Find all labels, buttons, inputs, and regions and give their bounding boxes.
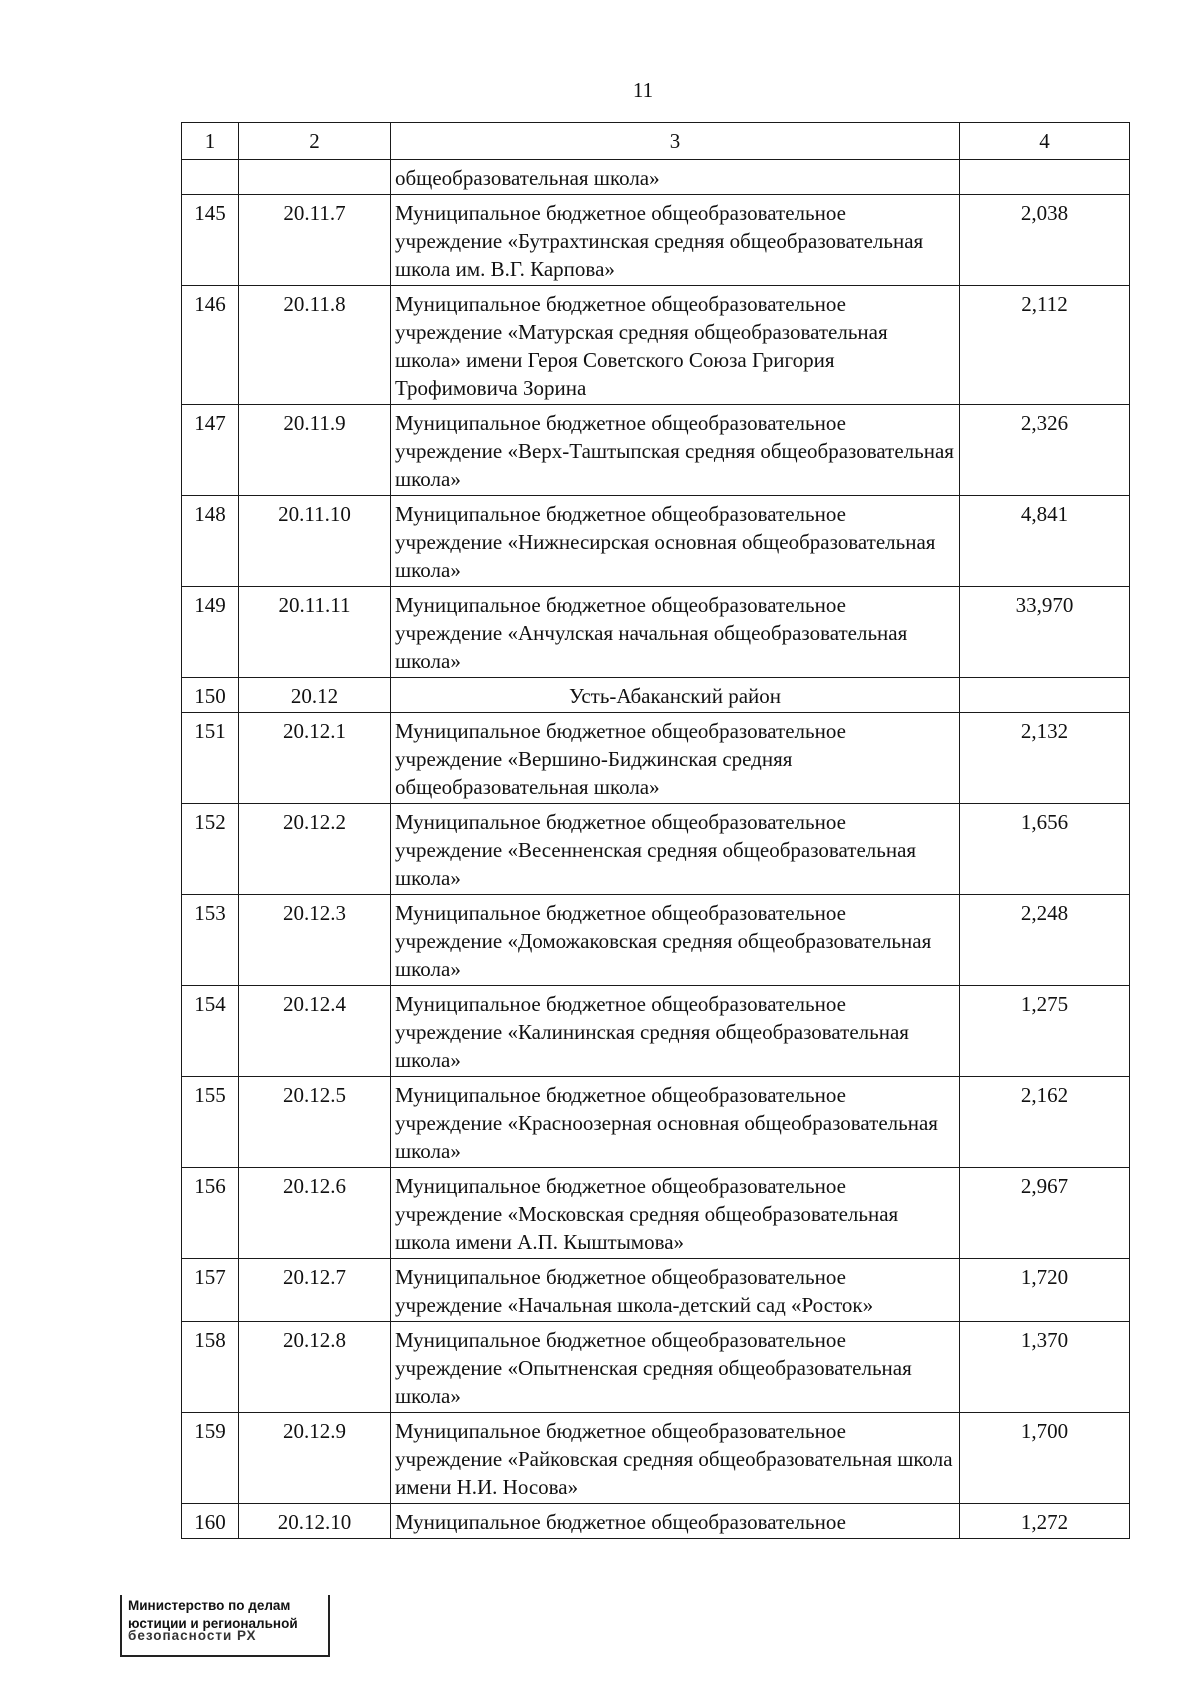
row-code-cell: 20.11.7 <box>239 195 391 286</box>
table-row <box>182 1322 1130 1413</box>
row-code-cell: 20.12.2 <box>239 804 391 895</box>
row-code-cell: 20.12 <box>239 678 391 713</box>
stamp-line-1: Министерство по делам <box>128 1598 291 1613</box>
row-value-cell: 4,841 <box>960 496 1130 587</box>
row-name-cell: Муниципальное бюджетное общеобразовательное <box>391 1504 960 1539</box>
row-code-cell: 20.12.8 <box>239 1322 391 1413</box>
stamp-line-2: юстиции и региональной <box>128 1616 298 1631</box>
stamp-line-3: безопасности РХ <box>128 1628 257 1643</box>
row-value-cell: 2,112 <box>960 286 1130 405</box>
row-number-cell: 147 <box>182 405 239 496</box>
row-number-cell: 152 <box>182 804 239 895</box>
table-row <box>182 1413 1130 1504</box>
row-name-cell: Муниципальное бюджетное общеобразовательное учреждение «Калининская средняя общеобразовательная школа» <box>391 986 960 1077</box>
row-number-cell: 154 <box>182 986 239 1077</box>
row-value-cell: 2,132 <box>960 713 1130 804</box>
row-code-cell: 20.12.9 <box>239 1413 391 1504</box>
table-header-row <box>182 123 1130 160</box>
row-number-cell: 153 <box>182 895 239 986</box>
row-number-cell: 158 <box>182 1322 239 1413</box>
row-value-cell: 2,038 <box>960 195 1130 286</box>
row-number-cell: 155 <box>182 1077 239 1168</box>
row-value-cell: 1,720 <box>960 1259 1130 1322</box>
table-row <box>182 713 1130 804</box>
row-value-cell: 2,326 <box>960 405 1130 496</box>
table-row-district <box>182 678 1130 713</box>
row-value-cell: 33,970 <box>960 587 1130 678</box>
header-col-3: 3 <box>391 123 960 160</box>
row-value-cell: 2,967 <box>960 1168 1130 1259</box>
row-name-cell: Муниципальное бюджетное общеобразовательное учреждение «Начальная школа-детский сад «Росток» <box>391 1259 960 1322</box>
table-row <box>182 804 1130 895</box>
row-number-cell: 145 <box>182 195 239 286</box>
table-row <box>182 1504 1130 1539</box>
row-code-cell: 20.12.4 <box>239 986 391 1077</box>
row-number-cell: 148 <box>182 496 239 587</box>
row-number-cell: 150 <box>182 678 239 713</box>
row-name-cell: Муниципальное бюджетное общеобразовательное учреждение «Весенненская средняя общеобразовательная школа» <box>391 804 960 895</box>
table-row <box>182 986 1130 1077</box>
table-row <box>182 587 1130 678</box>
header-col-1: 1 <box>182 123 239 160</box>
row-value-cell: 1,370 <box>960 1322 1130 1413</box>
row-value-cell: 2,162 <box>960 1077 1130 1168</box>
row-number-cell <box>182 160 239 195</box>
table-row <box>182 1077 1130 1168</box>
row-code-cell: 20.11.8 <box>239 286 391 405</box>
row-number-cell: 157 <box>182 1259 239 1322</box>
row-code-cell: 20.11.11 <box>239 587 391 678</box>
row-code-cell: 20.12.5 <box>239 1077 391 1168</box>
table-row <box>182 160 1130 195</box>
row-code-cell: 20.12.7 <box>239 1259 391 1322</box>
row-name-cell: Муниципальное бюджетное общеобразовательное учреждение «Вершино-Биджинская средняя общеобразовательная школа» <box>391 713 960 804</box>
row-name-cell: Муниципальное бюджетное общеобразовательное учреждение «Матурская средняя общеобразовательная школа» имени Героя Советского Союза Григория Трофимовича Зорина <box>391 286 960 405</box>
row-name-cell: Муниципальное бюджетное общеобразовательное учреждение «Анчулская начальная общеобразовательная школа» <box>391 587 960 678</box>
row-code-cell: 20.12.3 <box>239 895 391 986</box>
row-number-cell: 159 <box>182 1413 239 1504</box>
row-name-cell: общеобразовательная школа» <box>391 160 960 195</box>
table-row <box>182 496 1130 587</box>
header-col-2: 2 <box>239 123 391 160</box>
row-name-cell: Муниципальное бюджетное общеобразовательное учреждение «Опытненская средняя общеобразовательная школа» <box>391 1322 960 1413</box>
header-col-4: 4 <box>960 123 1130 160</box>
row-name-cell: Муниципальное бюджетное общеобразовательное учреждение «Райковская средняя общеобразовательная школа имени Н.И. Носова» <box>391 1413 960 1504</box>
row-code-cell: 20.12.10 <box>239 1504 391 1539</box>
row-name-cell: Муниципальное бюджетное общеобразовательное учреждение «Красноозерная основная общеобразовательная школа» <box>391 1077 960 1168</box>
table-body <box>182 123 1130 1539</box>
row-name-cell: Муниципальное бюджетное общеобразовательное учреждение «Бутрахтинская средняя общеобразовательная школа им. В.Г. Карпова» <box>391 195 960 286</box>
row-number-cell: 160 <box>182 1504 239 1539</box>
row-name-cell: Муниципальное бюджетное общеобразовательное учреждение «Нижнесирская основная общеобразовательная школа» <box>391 496 960 587</box>
row-value-cell: 2,248 <box>960 895 1130 986</box>
table-row <box>182 1168 1130 1259</box>
row-value-cell: 1,700 <box>960 1413 1130 1504</box>
row-code-cell: 20.11.10 <box>239 496 391 587</box>
row-number-cell: 156 <box>182 1168 239 1259</box>
table-row <box>182 895 1130 986</box>
table-row <box>182 405 1130 496</box>
row-name-cell: Муниципальное бюджетное общеобразовательное учреждение «Доможаковская средняя общеобразовательная школа» <box>391 895 960 986</box>
row-value-cell: 1,272 <box>960 1504 1130 1539</box>
row-name-cell: Усть-Абаканский район <box>391 678 960 713</box>
row-code-cell: 20.12.1 <box>239 713 391 804</box>
row-value-cell: 1,275 <box>960 986 1130 1077</box>
registry-table <box>181 122 1130 1539</box>
row-number-cell: 149 <box>182 587 239 678</box>
row-code-cell <box>239 160 391 195</box>
row-value-cell <box>960 678 1130 713</box>
page-number: 11 <box>632 78 654 102</box>
row-number-cell: 151 <box>182 713 239 804</box>
table-row <box>182 195 1130 286</box>
row-value-cell <box>960 160 1130 195</box>
table-row <box>182 1259 1130 1322</box>
row-code-cell: 20.12.6 <box>239 1168 391 1259</box>
row-code-cell: 20.11.9 <box>239 405 391 496</box>
row-name-cell: Муниципальное бюджетное общеобразовательное учреждение «Верх-Таштыпская средняя общеобразовательная школа» <box>391 405 960 496</box>
ministry-stamp <box>120 1595 330 1657</box>
row-number-cell: 146 <box>182 286 239 405</box>
table-row <box>182 286 1130 405</box>
row-name-cell: Муниципальное бюджетное общеобразовательное учреждение «Московская средняя общеобразовательная школа имени А.П. Кыштымова» <box>391 1168 960 1259</box>
row-value-cell: 1,656 <box>960 804 1130 895</box>
